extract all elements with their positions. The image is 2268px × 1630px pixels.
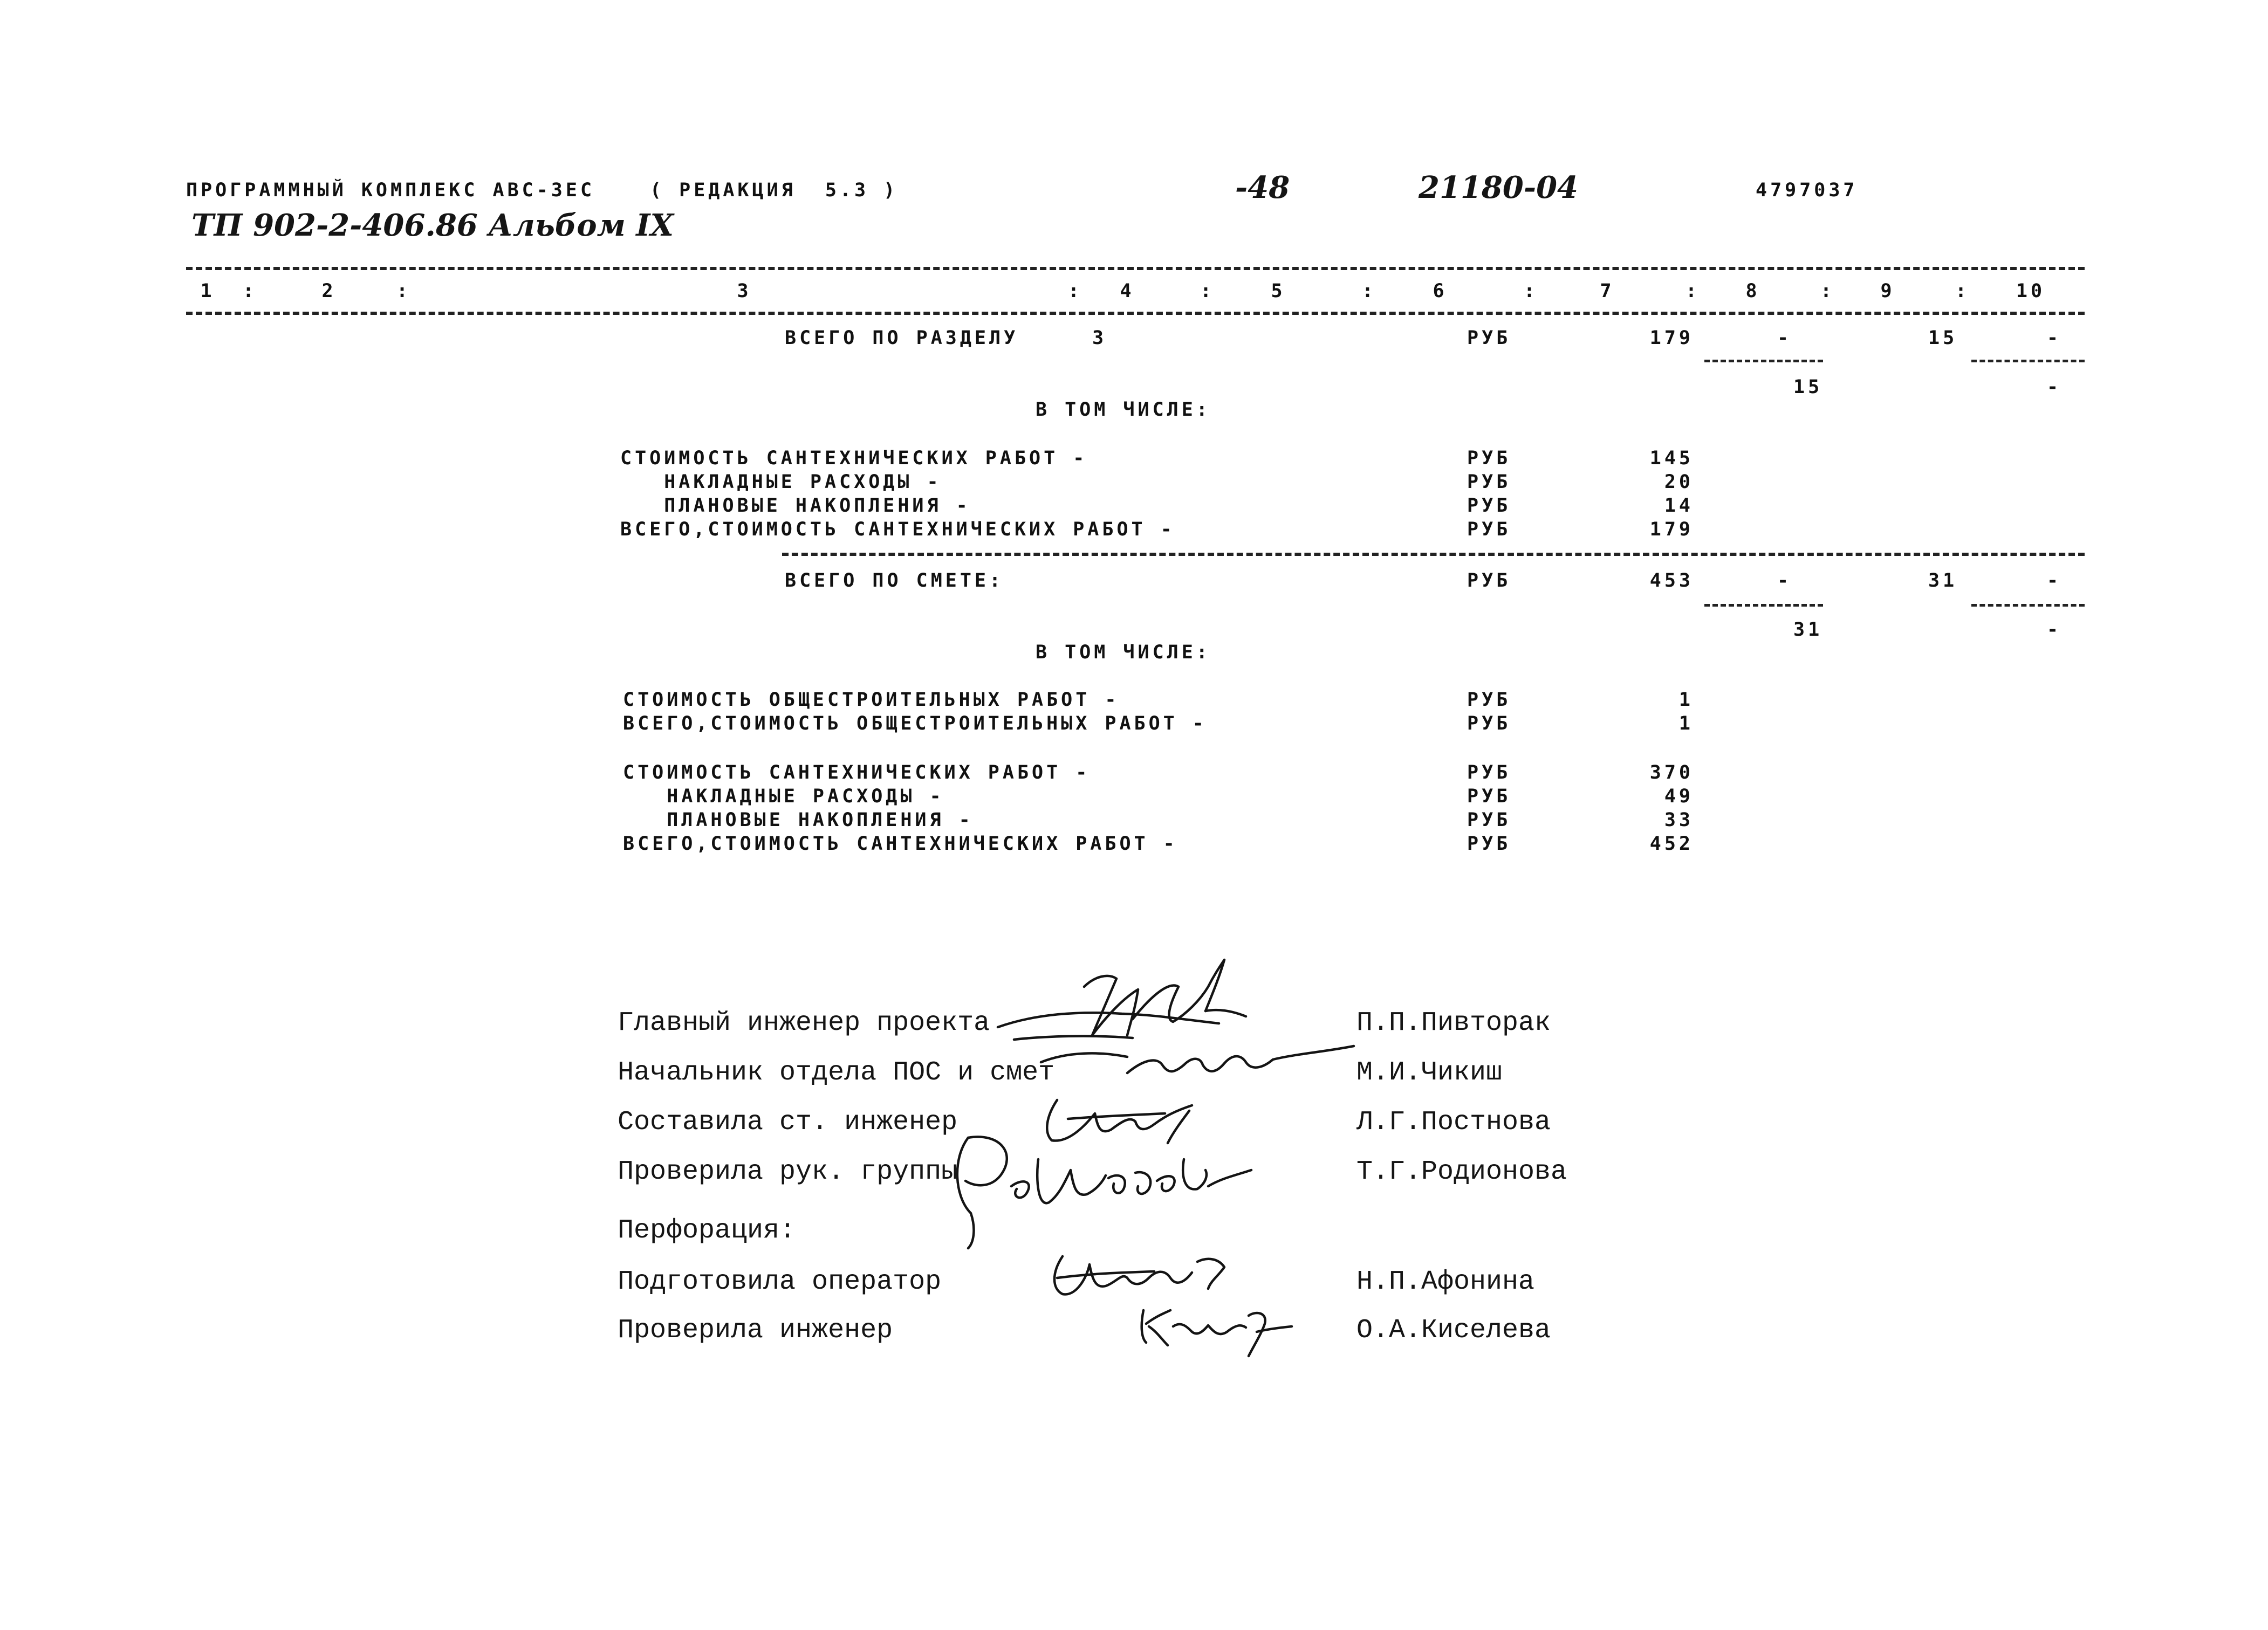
album-handwritten: ТП 902-2-406.86 Альбом IX (191, 208, 674, 243)
row-value: 452 (1649, 833, 1694, 855)
col-header-10: 10 (2016, 280, 2046, 302)
signature-role: Составила ст. инженер (618, 1107, 958, 1138)
row-value: 49 (1664, 786, 1694, 807)
rule-estimate (782, 553, 2085, 556)
estimate-total-label: ВСЕГО ПО СМЕТЕ: (785, 570, 1004, 592)
perforation-heading: Перфорация: (618, 1215, 796, 1246)
program-title: ПРОГРАММНЫЙ КОМПЛЕКС АВС-3ЕС (186, 180, 595, 201)
col-sep: : (243, 280, 258, 302)
estimate-unit: РУБ (1467, 570, 1511, 592)
estimate-including: В ТОМ ЧИСЛЕ: (1036, 642, 1211, 663)
page-number-handwritten: -48 (1235, 170, 1290, 205)
section-col7: 179 (1649, 327, 1694, 349)
section-col9: 15 (1928, 327, 1958, 349)
row-unit: РУБ (1467, 713, 1511, 734)
rule-sub-col8 (1704, 604, 1823, 607)
col-header-7: 7 (1600, 280, 1615, 302)
row-label: ВСЕГО,СТОИМОСТЬ САНТЕХНИЧЕСКИХ РАБОТ - (623, 833, 1178, 855)
row-label: СТОИМОСТЬ ОБЩЕСТРОИТЕЛЬНЫХ РАБОТ - (623, 689, 1120, 711)
signature-name: О.А.Киселева (1356, 1315, 1551, 1346)
section-col10: - (2047, 327, 2062, 349)
row-unit: РУБ (1467, 495, 1511, 517)
row-unit: РУБ (1467, 519, 1511, 540)
estimate-col8: - (1777, 570, 1792, 592)
estimate-col7: 453 (1649, 570, 1694, 592)
rule-top (186, 267, 2085, 270)
col-sep: : (1955, 280, 1970, 302)
row-label: СТОИМОСТЬ САНТЕХНИЧЕСКИХ РАБОТ - (620, 448, 1088, 469)
row-value: 1 (1678, 713, 1694, 734)
row-value: 20 (1664, 471, 1694, 493)
row-value: 14 (1664, 495, 1694, 517)
row-value: 33 (1664, 809, 1694, 831)
col-sep: : (396, 280, 412, 302)
row-value: 145 (1649, 448, 1694, 469)
rule-sub-col8 (1704, 360, 1823, 362)
estimate-sub-col10: - (2047, 619, 2062, 641)
col-header-3: 3 (737, 280, 752, 302)
col-sep: : (1820, 280, 1835, 302)
row-value: 1 (1678, 689, 1694, 711)
signature-group-head (941, 1127, 1254, 1256)
document-number: 4797037 (1756, 180, 1858, 201)
section-total-label: ВСЕГО ПО РАЗДЕЛУ (785, 327, 1019, 349)
row-unit: РУБ (1467, 689, 1511, 711)
col-header-9: 9 (1880, 280, 1895, 302)
rule-sub-col10 (1971, 360, 2085, 362)
col-sep: : (1685, 280, 1701, 302)
col-header-2: 2 (321, 280, 337, 302)
row-label: ПЛАНОВЫЕ НАКОПЛЕНИЯ - (620, 495, 971, 517)
signature-role: Проверила рук. группы (618, 1157, 958, 1187)
estimate-col9: 31 (1928, 570, 1958, 592)
signature-name: М.И.Чикиш (1356, 1057, 1503, 1088)
col-header-5: 5 (1271, 280, 1286, 302)
row-unit: РУБ (1467, 471, 1511, 493)
rule-header-bottom (186, 312, 2085, 315)
signature-department-head (1036, 1030, 1359, 1095)
row-label: ПЛАНОВЫЕ НАКОПЛЕНИЯ - (623, 809, 974, 831)
section-number: 3 (1092, 327, 1107, 349)
row-value: 370 (1649, 762, 1694, 783)
row-unit: РУБ (1467, 762, 1511, 783)
row-label: НАКЛАДНЫЕ РАСХОДЫ - (620, 471, 942, 493)
signature-name: Н.П.Афонина (1356, 1267, 1535, 1297)
col-header-4: 4 (1120, 280, 1135, 302)
col-sep: : (1524, 280, 1539, 302)
row-label: СТОИМОСТЬ САНТЕХНИЧЕСКИХ РАБОТ - (623, 762, 1091, 783)
row-unit: РУБ (1467, 809, 1511, 831)
edition: ( РЕДАКЦИЯ 5.3 ) (650, 180, 899, 201)
row-label: НАКЛАДНЫЕ РАСХОДЫ - (623, 786, 944, 807)
estimate-sub-col8: 31 (1793, 619, 1823, 641)
signature-name: Л.Г.Постнова (1356, 1107, 1551, 1138)
signature-name: Т.Г.Родионова (1356, 1157, 1567, 1187)
signature-role: Главный инженер проекта (618, 1008, 990, 1038)
signature-name: П.П.Пивторак (1356, 1008, 1551, 1038)
signature-role: Подготовила оператор (618, 1267, 942, 1297)
col-sep: : (1068, 280, 1083, 302)
estimate-col10: - (2047, 570, 2062, 592)
col-sep: : (1362, 280, 1377, 302)
section-sub-col10: - (2047, 376, 2062, 398)
rule-sub-col10 (1971, 604, 2085, 607)
section-including: В ТОМ ЧИСЛЕ: (1036, 399, 1211, 421)
row-unit: РУБ (1467, 448, 1511, 469)
section-unit: РУБ (1467, 327, 1511, 349)
row-unit: РУБ (1467, 786, 1511, 807)
row-unit: РУБ (1467, 833, 1511, 855)
signature-role: Начальник отдела ПОС и смет (618, 1057, 1055, 1088)
col-sep: : (1200, 280, 1215, 302)
col-header-1: 1 (200, 280, 215, 302)
col-header-8: 8 (1745, 280, 1760, 302)
signature-role: Проверила инженер (618, 1315, 893, 1346)
col-header-6: 6 (1433, 280, 1448, 302)
row-label: ВСЕГО,СТОИМОСТЬ ОБЩЕСТРОИТЕЛЬНЫХ РАБОТ - (623, 713, 1207, 734)
signature-checking-engineer (1133, 1294, 1294, 1359)
row-value: 179 (1649, 519, 1694, 540)
code-handwritten: 21180-04 (1419, 170, 1578, 205)
row-label: ВСЕГО,СТОИМОСТЬ САНТЕХНИЧЕСКИХ РАБОТ - (620, 519, 1175, 540)
section-sub-col8: 15 (1793, 376, 1823, 398)
section-col8: - (1777, 327, 1792, 349)
